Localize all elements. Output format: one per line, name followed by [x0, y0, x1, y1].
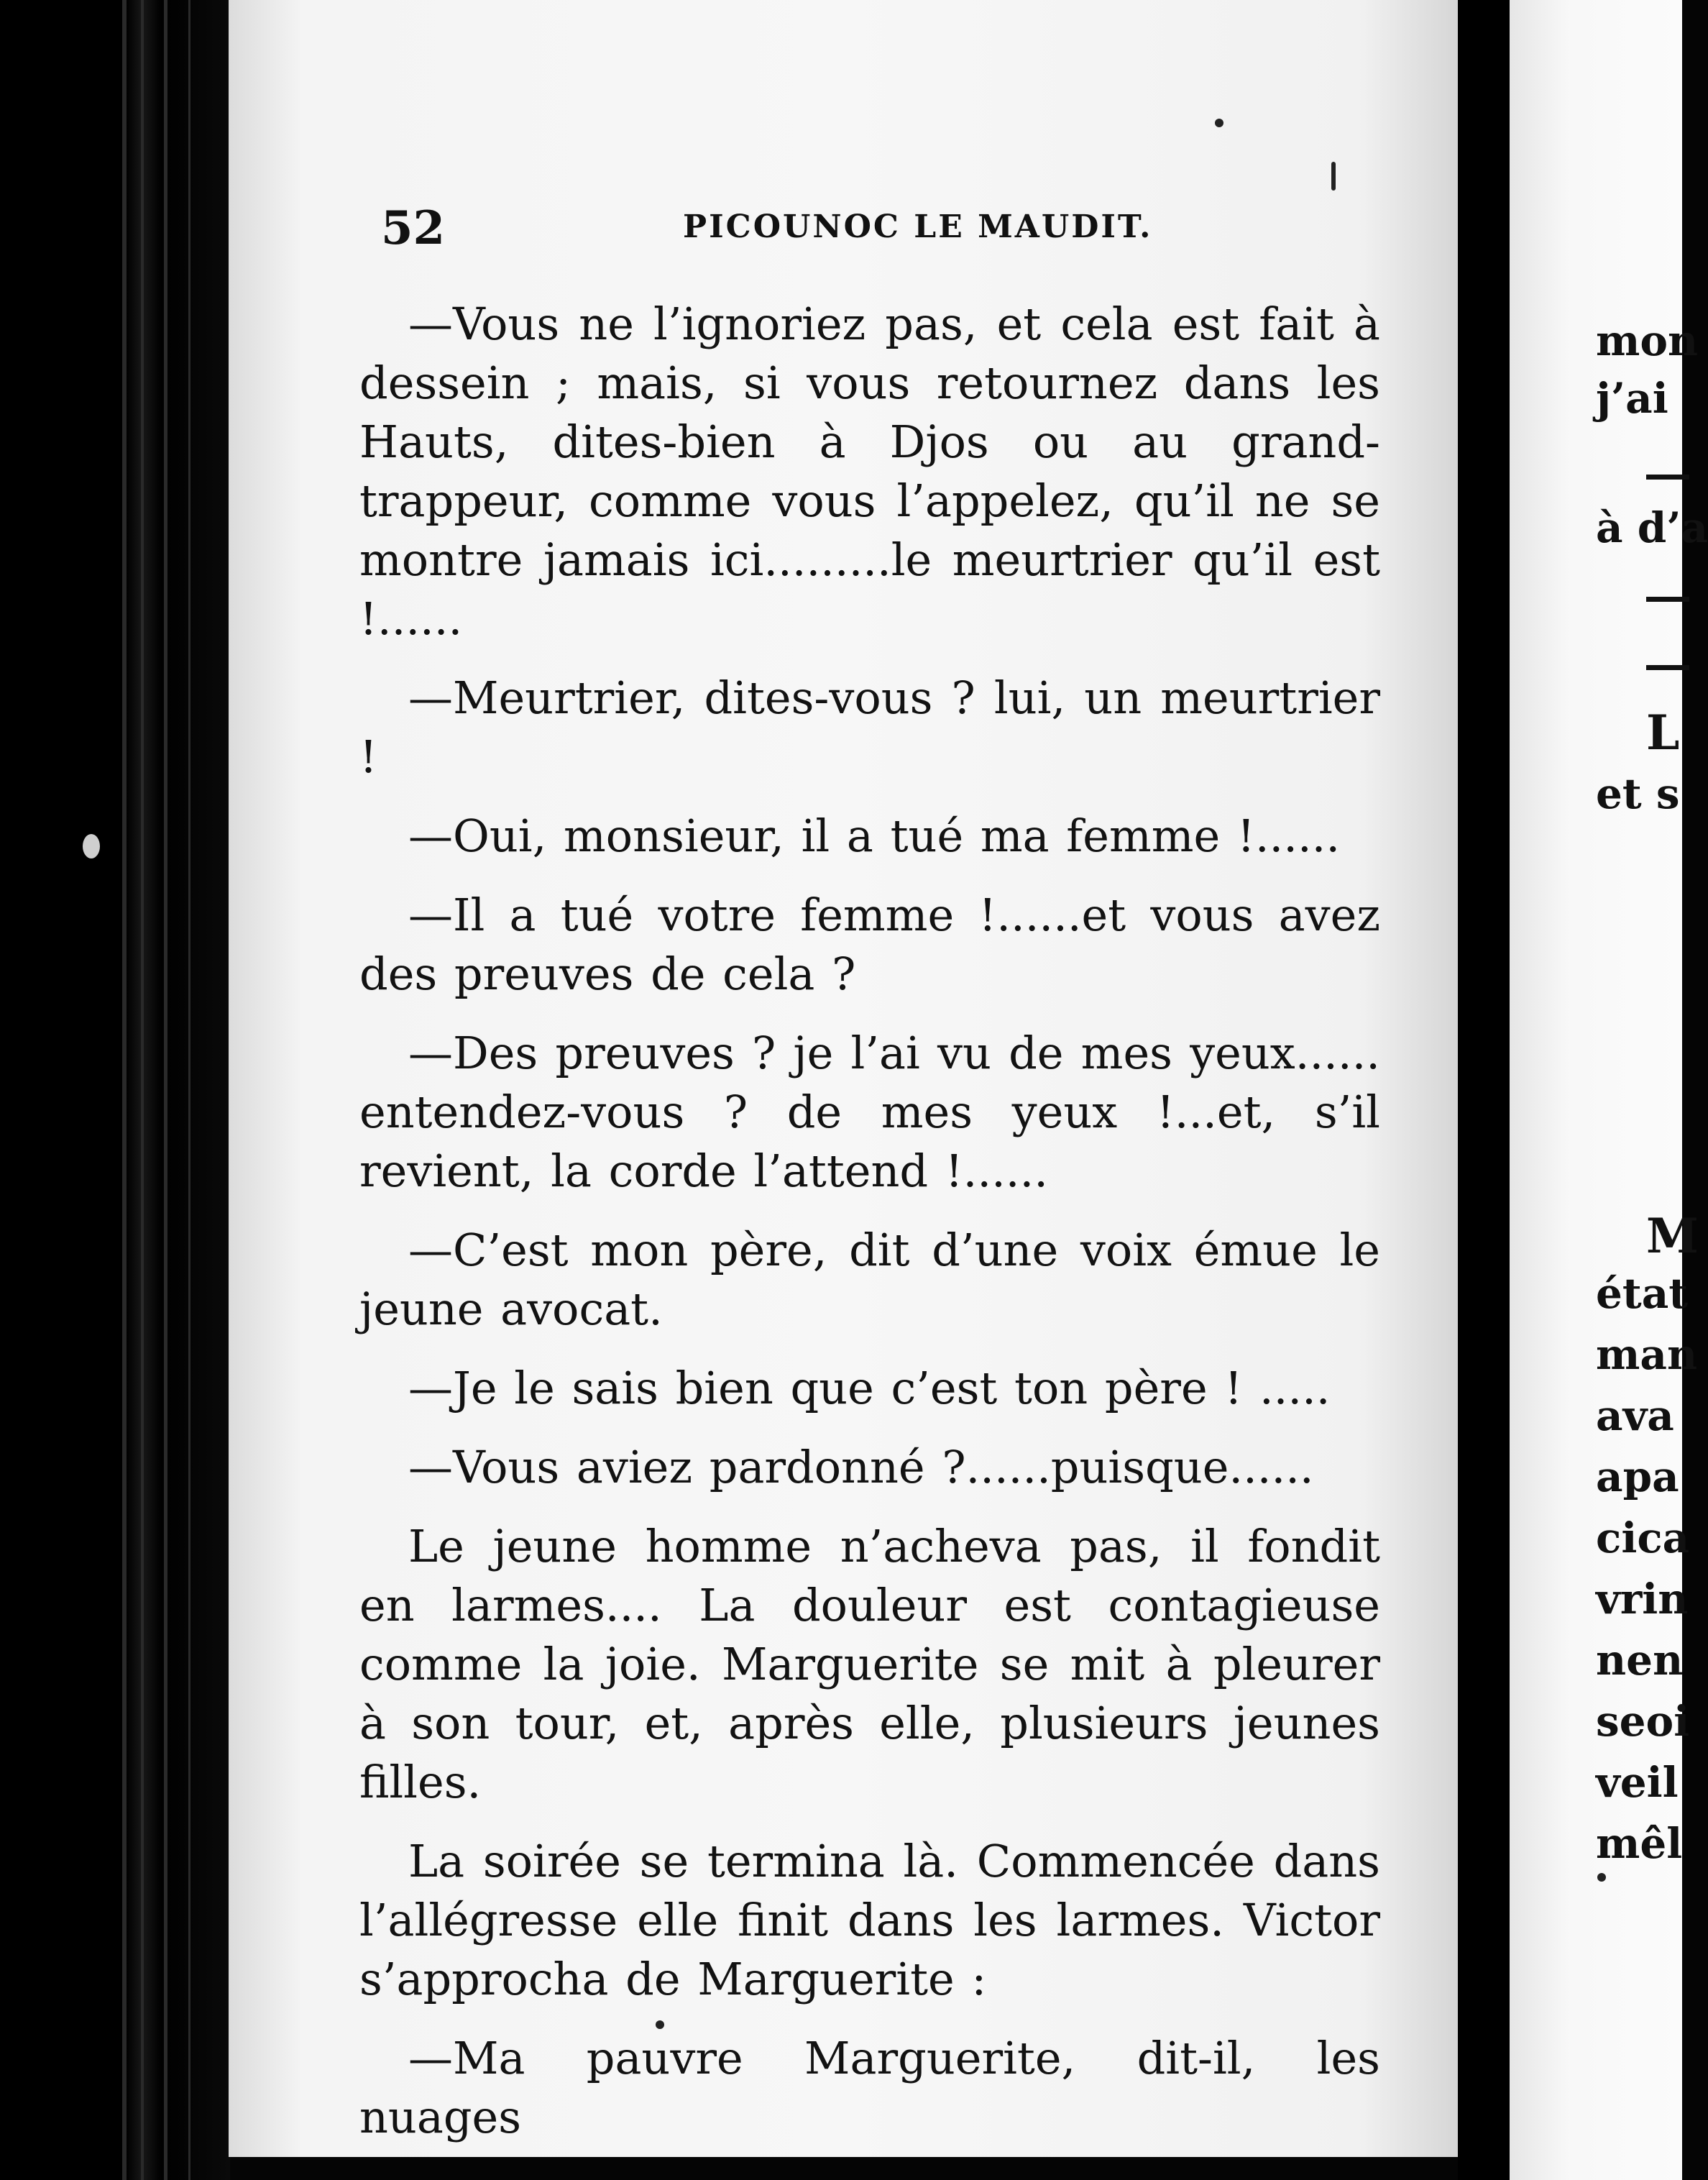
right-page-fragment: apa [1596, 1452, 1679, 1501]
paragraph: —Il a tué votre femme !......et vous avez des preuves de cela ? [359, 889, 1380, 1000]
right-page-fragment: M [1646, 1208, 1699, 1264]
right-page-fragment: et s [1596, 769, 1680, 818]
scan-speck [1331, 162, 1336, 191]
right-page-fragment: man [1596, 1330, 1698, 1379]
right-page-fragment: L [1646, 705, 1680, 761]
body-text [359, 295, 1380, 2167]
paragraph: —C’est mon père, dit d’une voix émue le jeune avocat. [359, 1224, 1380, 1335]
right-page-fragment: nen [1596, 1636, 1684, 1685]
right-page-fragment: veil [1596, 1758, 1679, 1807]
right-page-fragment: vrin [1596, 1575, 1689, 1623]
running-title: PICOUNOC LE MAUDIT. [683, 209, 1153, 245]
spine-edge-line [164, 0, 167, 2180]
right-page-fragment: mêl [1596, 1819, 1683, 1868]
right-page-dash [1646, 665, 1689, 670]
paragraph: —Vous aviez pardonné ?......puisque...... [408, 1441, 1314, 1493]
book-spine [0, 0, 230, 2180]
right-page-dash [1646, 597, 1689, 602]
scan-speck [83, 834, 100, 858]
scan-speck [656, 2020, 664, 2029]
paragraph: —Je le sais bien que c’est ton père ! ..... [408, 1362, 1331, 1414]
paragraph: —Ma pauvre Marguerite, dit-il, les nuages [359, 2032, 1380, 2143]
paragraph: La soirée se termina là. Commencée dans l’allégresse elle finit dans les larmes. Victor s’approcha de Marguerite : [359, 1835, 1380, 2005]
scan-speck [1215, 119, 1223, 127]
page-gutter [1458, 0, 1510, 2180]
right-page-fragment: j’ai [1596, 374, 1668, 423]
spine-edge-line [122, 0, 127, 2180]
paragraph: Le jeune homme n’acheva pas, il fondit en larmes.... La douleur est contagieuse comme la joie. Marguerite se mit à pleurer à son tour, et, après elle, plusieurs jeunes filles. [359, 1520, 1380, 1808]
right-page-fragment: ava [1596, 1391, 1674, 1440]
paragraph: —Vous ne l’ignoriez pas, et cela est fait à dessein ; mais, si vous retournez dans les Hauts, dites-bien à Djos ou au grand-trappeur, comme vous l’appelez, qu’il ne se montre jamais ici.........le meurtrier qu’il est !...... [359, 298, 1380, 645]
right-page-dash [1646, 475, 1689, 480]
right-page-fragment: seoi [1596, 1697, 1690, 1746]
spine-edge-line [188, 0, 190, 2180]
paragraph: —Meurtrier, dites-vous ? lui, un meurtrier ! [359, 672, 1380, 783]
scan-speck [1597, 1873, 1606, 1882]
paragraph: —Oui, monsieur, il a tué ma femme !...... [408, 810, 1341, 862]
page-header [381, 201, 1459, 266]
page-number: 52 [381, 201, 446, 255]
paragraph: —Des preuves ? je l’ai vu de mes yeux...... entendez-vous ? de mes yeux !...et, s’il revient, la corde l’attend !...... [359, 1027, 1380, 1197]
right-page-fragment: à d’a [1596, 503, 1708, 552]
spine-edge-line [141, 0, 144, 2180]
right-page-fragment: mon [1596, 316, 1699, 365]
right-page-fragment: cica [1596, 1513, 1690, 1562]
right-page-fragment: état [1596, 1269, 1689, 1318]
